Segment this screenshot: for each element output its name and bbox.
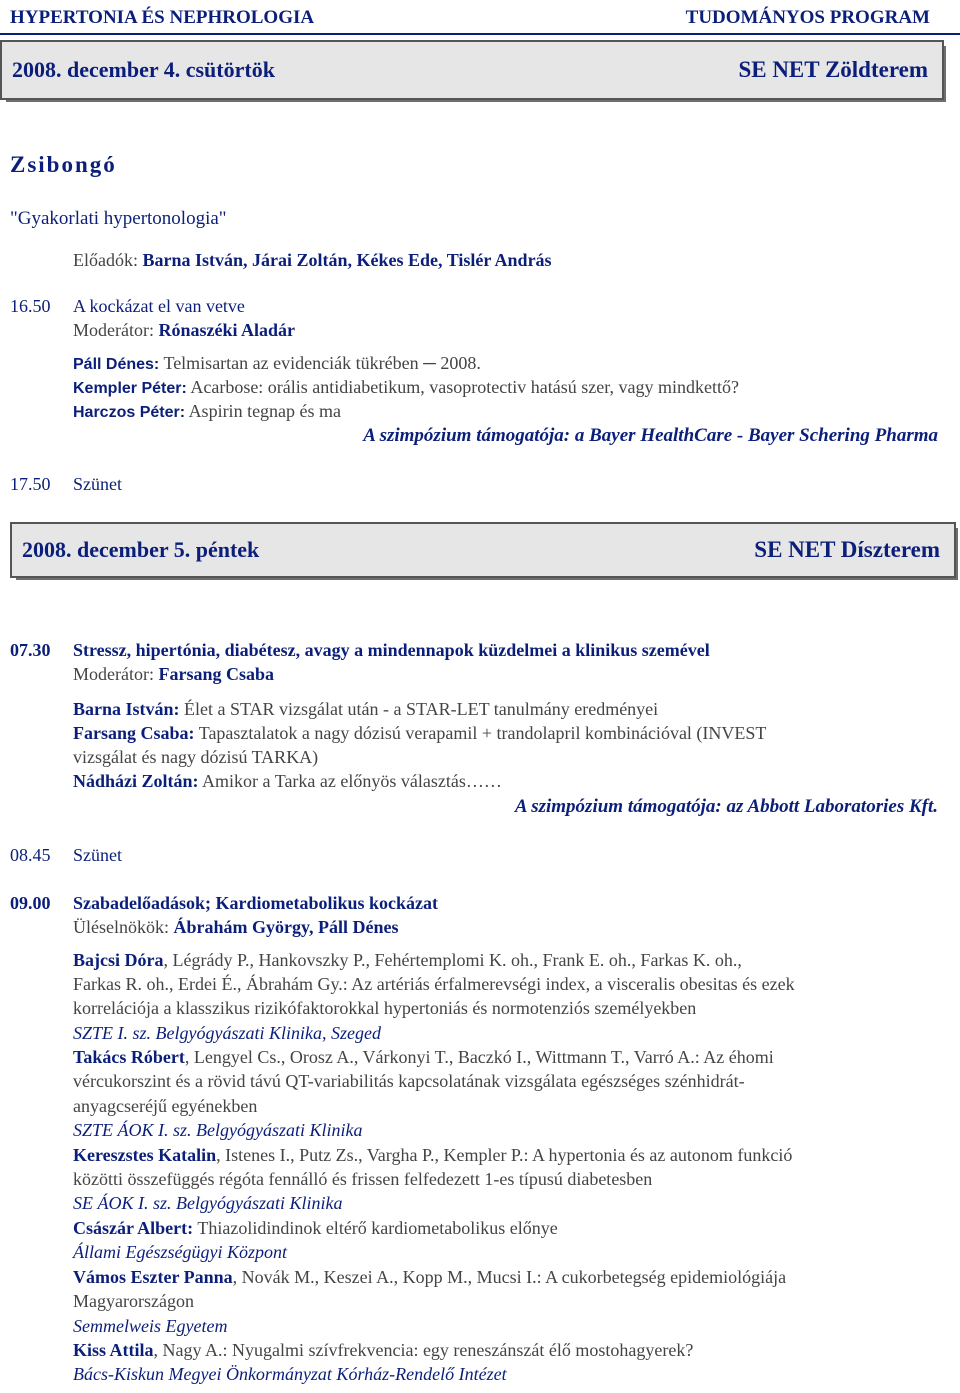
break1-time: 17.50 [10,474,51,494]
talk-speaker: Barna István: [73,699,180,719]
abstract-title: Thiazolidindinok eltérő kardiometabolikus előnye [197,1218,558,1238]
s1-time: 16.50 [10,296,51,316]
s1-moderator-line [73,320,295,341]
s2-title: Stressz, hipertónia, diabétesz, avagy a mindennapok küzdelmei a klinikus szemével [73,640,710,660]
session-title: "Gyakorlati hypertonologia" [10,208,227,229]
day-date: 2008. december 4. csütörtök [12,57,275,82]
talk-speaker: Farsang Csaba: [73,723,195,743]
abstract-1-institution: SZTE I. sz. Belgyógyászati Klinika, Szeged [73,1023,381,1043]
talk-title: Élet a STAR vizsgálat után - a STAR-LET tanulmány eredményei [184,699,659,719]
s2-sponsor: A szimpózium támogatója: az Abbott Laboratories Kft. [514,796,938,817]
abstract-3-line-2: közötti összefüggés régóta fennálló és frissen felfedezett 1-es típusú diabetesben [73,1169,653,1189]
s2-talk-2 [73,723,766,744]
running-header-left: HYPERTONIA ÉS NEPHROLOGIA [10,7,315,28]
talk-title: Acarbose: orális antidiabetikum, vasoprotectiv hatású szer, vagy mindkettő? [190,377,739,397]
presenter: Kiss Attila [73,1340,154,1360]
s3-chairs-line [73,917,399,938]
presenter: Takács Róbert [73,1047,185,1067]
running-header-right: TUDOMÁNYOS PROGRAM [685,7,930,28]
s3-time: 09.00 [10,893,51,913]
break1-label: Szünet [73,474,122,494]
moderator-label: Moderátor: [73,664,154,684]
abstract-2-institution: SZTE ÁOK I. sz. Belgyógyászati Klinika [73,1120,363,1140]
abstract-1-line-2: Farkas R. oh., Erdei É., Ábrahám Gy.: Az artériás érfalmerevségi index, a visceralis obesitas és ezek [73,974,795,994]
break2-label: Szünet [73,845,122,865]
s3-title: Szabadelőadások; Kardiometabolikus kockázat [73,893,439,913]
authors: , Novák M., Keszei A., Kopp M., Mucsi I.: A cukorbetegség epidemiológiája [232,1267,787,1287]
abstract-3-line-1 [73,1145,792,1166]
talk-speaker: Harczos Péter: [73,404,186,421]
day-date: 2008. december 5. péntek [22,537,260,562]
chairs-label: Üléselnökök: [73,917,169,937]
s2-time: 07.30 [10,640,51,660]
abstract-2-line-3: anyagcseréjű egyénekben [73,1096,258,1116]
speakers-names: Barna István, Járai Zoltán, Kékes Ede, Tislér András [142,250,552,270]
abstract-4-institution: Állami Egészségügyi Központ [73,1242,287,1262]
s1-talk-2 [73,377,739,398]
s1-sponsor: A szimpózium támogatója: a Bayer HealthCare - Bayer Schering Pharma [363,425,938,446]
authors: , Lengyel Cs., Orosz A., Várkonyi T., Baczkó I., Wittmann T., Varró A.: Az éhomi [184,1047,774,1067]
moderator-name: Farsang Csaba [158,664,274,684]
break2-time: 08.45 [10,845,51,865]
s2-moderator-line [73,664,274,685]
abstract-3-institution: SE ÁOK I. sz. Belgyógyászati Klinika [73,1193,343,1213]
talk-speaker: Kempler Péter: [73,380,187,397]
abstract-2-line-2: vércukorszint és a rövid távú QT-variabilitás kapcsolatának vizsgálata egészséges szénhidrát- [73,1071,745,1091]
abstract-5-line-1 [73,1267,786,1288]
day-box-1 [0,40,944,100]
talk-title: Telmisartan az evidenciák tükrében ─ 2008. [163,353,481,373]
s2-talk-2-cont: vizsgálat és nagy dózisú TARKA) [73,747,319,767]
abstract-4-line-1 [73,1218,558,1239]
header-rule [0,33,960,35]
section-title: Zsibongó [10,152,117,177]
presenter: Császár Albert: [73,1218,194,1238]
day-room: SE NET Díszterem [754,537,940,562]
moderator-label: Moderátor: [73,320,154,340]
abstract-2-line-1 [73,1047,774,1068]
speakers-line [73,250,552,271]
s1-title: A kockázat el van vetve [73,296,245,316]
authors: , Istenes I., Putz Zs., Vargha P., Kempler P.: A hypertonia és az autonom funkció [216,1145,793,1165]
presenter: Kereszstes Katalin [73,1145,217,1165]
s1-talk-3 [73,401,341,422]
talk-speaker: Nádházi Zoltán: [73,771,199,791]
s2-talk-3 [73,771,502,792]
talk-speaker: Páll Dénes: [73,356,160,373]
presenter: Vámos Eszter Panna [73,1267,233,1287]
abstract-6-line-1 [73,1340,693,1361]
talk-title: Aspirin tegnap és ma [188,401,342,421]
abstract-5-institution: Semmelweis Egyetem [73,1316,228,1336]
abstract-1-line-1 [73,950,742,971]
presenter: Bajcsi Dóra [73,950,164,970]
abstract-1-line-3: korrelációja a klasszikus rizikófaktorokkal hypertoniás és normotenziós személyekben [73,998,697,1018]
day-room: SE NET Zöldterem [738,57,928,82]
speakers-label: Előadók: [73,250,138,270]
s2-talk-1 [73,699,658,720]
day-box-2 [10,522,956,578]
talk-title: Amikor a Tarka az előnyös választás…… [202,771,502,791]
authors: , Nagy A.: Nyugalmi szívfrekvencia: egy reneszánszát élő mostohagyerek? [153,1340,694,1360]
s1-talk-1 [73,353,481,374]
moderator-name: Rónaszéki Aladár [158,320,295,340]
abstract-5-line-2: Magyarországon [73,1291,194,1311]
authors: , Légrády P., Hankovszky P., Fehértemplomi K. oh., Frank E. oh., Farkas K. oh., [163,950,742,970]
abstract-6-institution: Bács-Kiskun Megyei Önkormányzat Kórház-Rendelő Intézet [73,1364,507,1384]
chairs-names: Ábrahám György, Páll Dénes [173,917,399,937]
talk-title: Tapasztalatok a nagy dózisú verapamil + trandolapril kombinációval (INVEST [198,723,767,743]
